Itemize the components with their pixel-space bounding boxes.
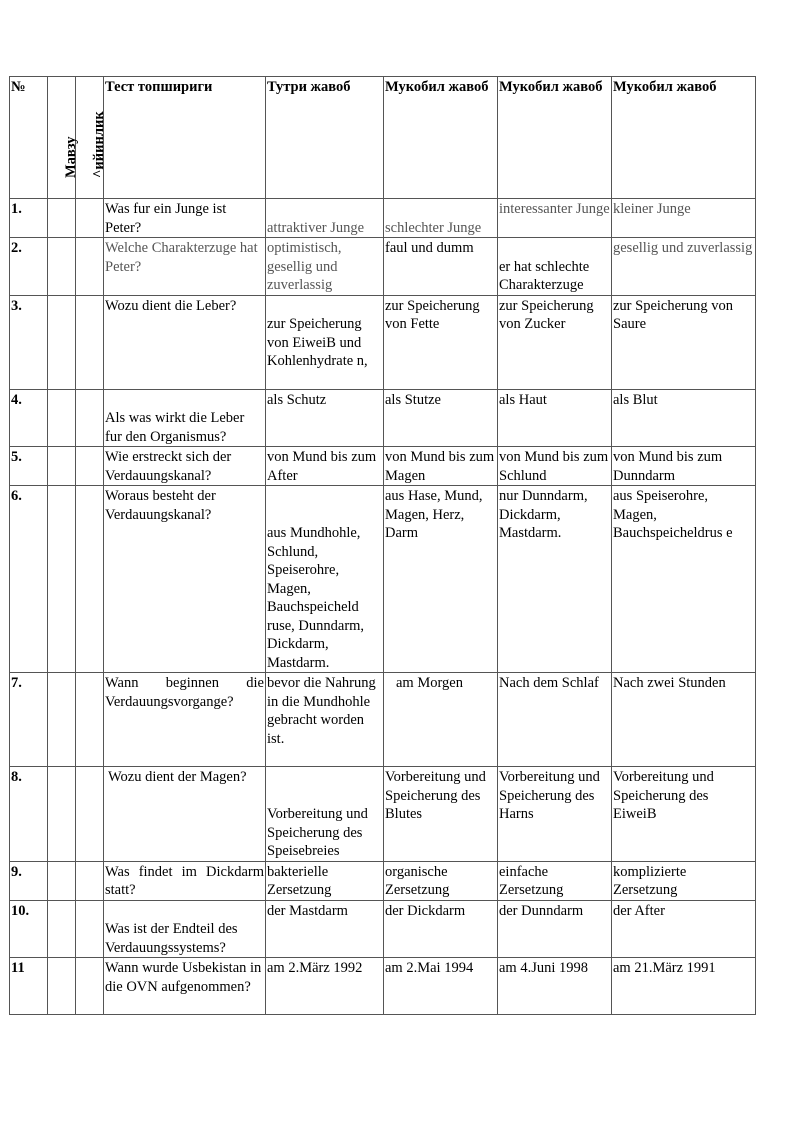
alt-answer-1-cell: schlechter Junge [384,199,498,238]
alt-answer-2-cell: zur Speicherung von Zucker [498,295,612,389]
difficulty-cell [76,486,104,673]
row-number: 7. [10,673,48,767]
alt-answer-3-cell: zur Speicherung von Saure [612,295,756,389]
header-question: Тест топшириги [104,77,266,199]
alt-answer-2-cell: nur Dunndarm, Dickdarm, Mastdarm. [498,486,612,673]
correct-answer-cell: von Mund bis zum After [266,447,384,486]
topic-cell [48,861,76,900]
alt-answer-2-cell: von Mund bis zum Schlund [498,447,612,486]
alt-answer-2-cell: als Haut [498,389,612,447]
question-cell: Wozu dient der Magen? [104,767,266,862]
correct-answer-cell: bakterielle Zersetzung [266,861,384,900]
correct-answer-cell: zur Speicherung von EiweiB und Kohlenhydrate n, [266,295,384,389]
alt-answer-1-cell: organische Zersetzung [384,861,498,900]
table-row [10,238,756,296]
alt-answer-2-cell: einfache Zersetzung [498,861,612,900]
row-number: 9. [10,861,48,900]
header-alt-answer-1: Мукобил жавоб [384,77,498,199]
alt-answer-3-cell: Nach zwei Stunden [612,673,756,767]
row-number: 2. [10,238,48,296]
difficulty-cell [76,673,104,767]
table-row [10,958,756,1015]
correct-answer-cell: bevor die Nahrung in die Mundhohle gebracht worden ist. [266,673,384,767]
alt-answer-2-cell: am 4.Juni 1998 [498,958,612,1015]
correct-answer-cell: Vorbereitung und Speicherung des Speisebreies [266,767,384,862]
table-row [10,900,756,958]
alt-answer-1-cell: am 2.Mai 1994 [384,958,498,1015]
topic-cell [48,447,76,486]
alt-answer-2-cell: Nach dem Schlaf [498,673,612,767]
question-cell: Wozu dient die Leber? [104,295,266,389]
topic-cell [48,673,76,767]
topic-cell [48,958,76,1015]
question-cell: Wann beginnen die Verdauungsvorgange? [104,673,266,767]
header-alt-answer-3: Мукобил жавоб [612,77,756,199]
alt-answer-3-cell: komplizierte Zersetzung [612,861,756,900]
question-cell: Was findet im Dickdarm statt? [104,861,266,900]
alt-answer-1-cell: von Mund bis zum Magen [384,447,498,486]
row-number: 3. [10,295,48,389]
correct-answer-cell: attraktiver Junge [266,199,384,238]
correct-answer-cell: am 2.März 1992 [266,958,384,1015]
row-number: 1. [10,199,48,238]
alt-answer-1-cell: aus Hase, Mund, Magen, Herz, Darm [384,486,498,673]
difficulty-cell [76,861,104,900]
difficulty-cell [76,295,104,389]
header-correct-answer: Тутри жавоб [266,77,384,199]
table-row [10,389,756,447]
alt-answer-1-cell: der Dickdarm [384,900,498,958]
topic-cell [48,295,76,389]
alt-answer-1-cell: am Morgen [384,673,498,767]
header-topic: Мавзу [48,77,76,199]
row-number: 8. [10,767,48,862]
header-difficulty: ^ийинлик [76,77,104,199]
correct-answer-cell: aus Mundhohle, Schlund, Speiserohre, Magen, Bauchspeicheld ruse, Dunndarm, Dickdarm, Mastdarm. [266,486,384,673]
correct-answer-cell: optimistisch, gesellig und zuverlassig [266,238,384,296]
difficulty-cell [76,767,104,862]
alt-answer-1-cell: zur Speicherung von Fette [384,295,498,389]
row-number: 10. [10,900,48,958]
question-cell: Wie erstreckt sich der Verdauungskanal? [104,447,266,486]
difficulty-cell [76,389,104,447]
correct-answer-cell: der Mastdarm [266,900,384,958]
topic-cell [48,486,76,673]
table-row [10,199,756,238]
question-cell: Was ist der Endteil des Verdauungssystems? [104,900,266,958]
alt-answer-2-cell: er hat schlechte Charakterzuge [498,238,612,296]
difficulty-cell [76,958,104,1015]
table-row [10,767,756,862]
question-cell: Woraus besteht der Verdauungskanal? [104,486,266,673]
alt-answer-3-cell: kleiner Junge [612,199,756,238]
table-row [10,861,756,900]
table-row [10,447,756,486]
question-cell: Was fur ein Junge ist Peter? [104,199,266,238]
alt-answer-1-cell: als Stutze [384,389,498,447]
alt-answer-3-cell: am 21.März 1991 [612,958,756,1015]
question-cell: Wann wurde Usbekistan in die OVN aufgenommen? [104,958,266,1015]
table-row [10,486,756,673]
alt-answer-3-cell: aus Speiserohre, Magen, Bauchspeicheldrus e [612,486,756,673]
header-alt-answer-2: Мукобил жавоб [498,77,612,199]
row-number: 5. [10,447,48,486]
alt-answer-2-cell: Vorbereitung und Speicherung des Harns [498,767,612,862]
alt-answer-2-cell: der Dunndarm [498,900,612,958]
alt-answer-3-cell: gesellig und zuverlassig [612,238,756,296]
header-number: № [10,77,48,199]
topic-cell [48,199,76,238]
alt-answer-3-cell: der After [612,900,756,958]
difficulty-cell [76,199,104,238]
topic-cell [48,238,76,296]
question-cell: Welche Charakterzuge hat Peter? [104,238,266,296]
row-number: 4. [10,389,48,447]
table-row [10,673,756,767]
header-row [10,77,756,199]
row-number: 6. [10,486,48,673]
alt-answer-3-cell: als Blut [612,389,756,447]
correct-answer-cell: als Schutz [266,389,384,447]
alt-answer-3-cell: von Mund bis zum Dunndarm [612,447,756,486]
difficulty-cell [76,238,104,296]
difficulty-cell [76,900,104,958]
alt-answer-3-cell: Vorbereitung und Speicherung des EiweiB [612,767,756,862]
topic-cell [48,389,76,447]
table-row [10,295,756,389]
alt-answer-2-cell: interessanter Junge [498,199,612,238]
topic-cell [48,767,76,862]
topic-cell [48,900,76,958]
alt-answer-1-cell: faul und dumm [384,238,498,296]
difficulty-cell [76,447,104,486]
question-cell: Als was wirkt die Leber fur den Organismus? [104,389,266,447]
test-table [9,76,756,1015]
row-number: 11 [10,958,48,1015]
alt-answer-1-cell: Vorbereitung und Speicherung des Blutes [384,767,498,862]
